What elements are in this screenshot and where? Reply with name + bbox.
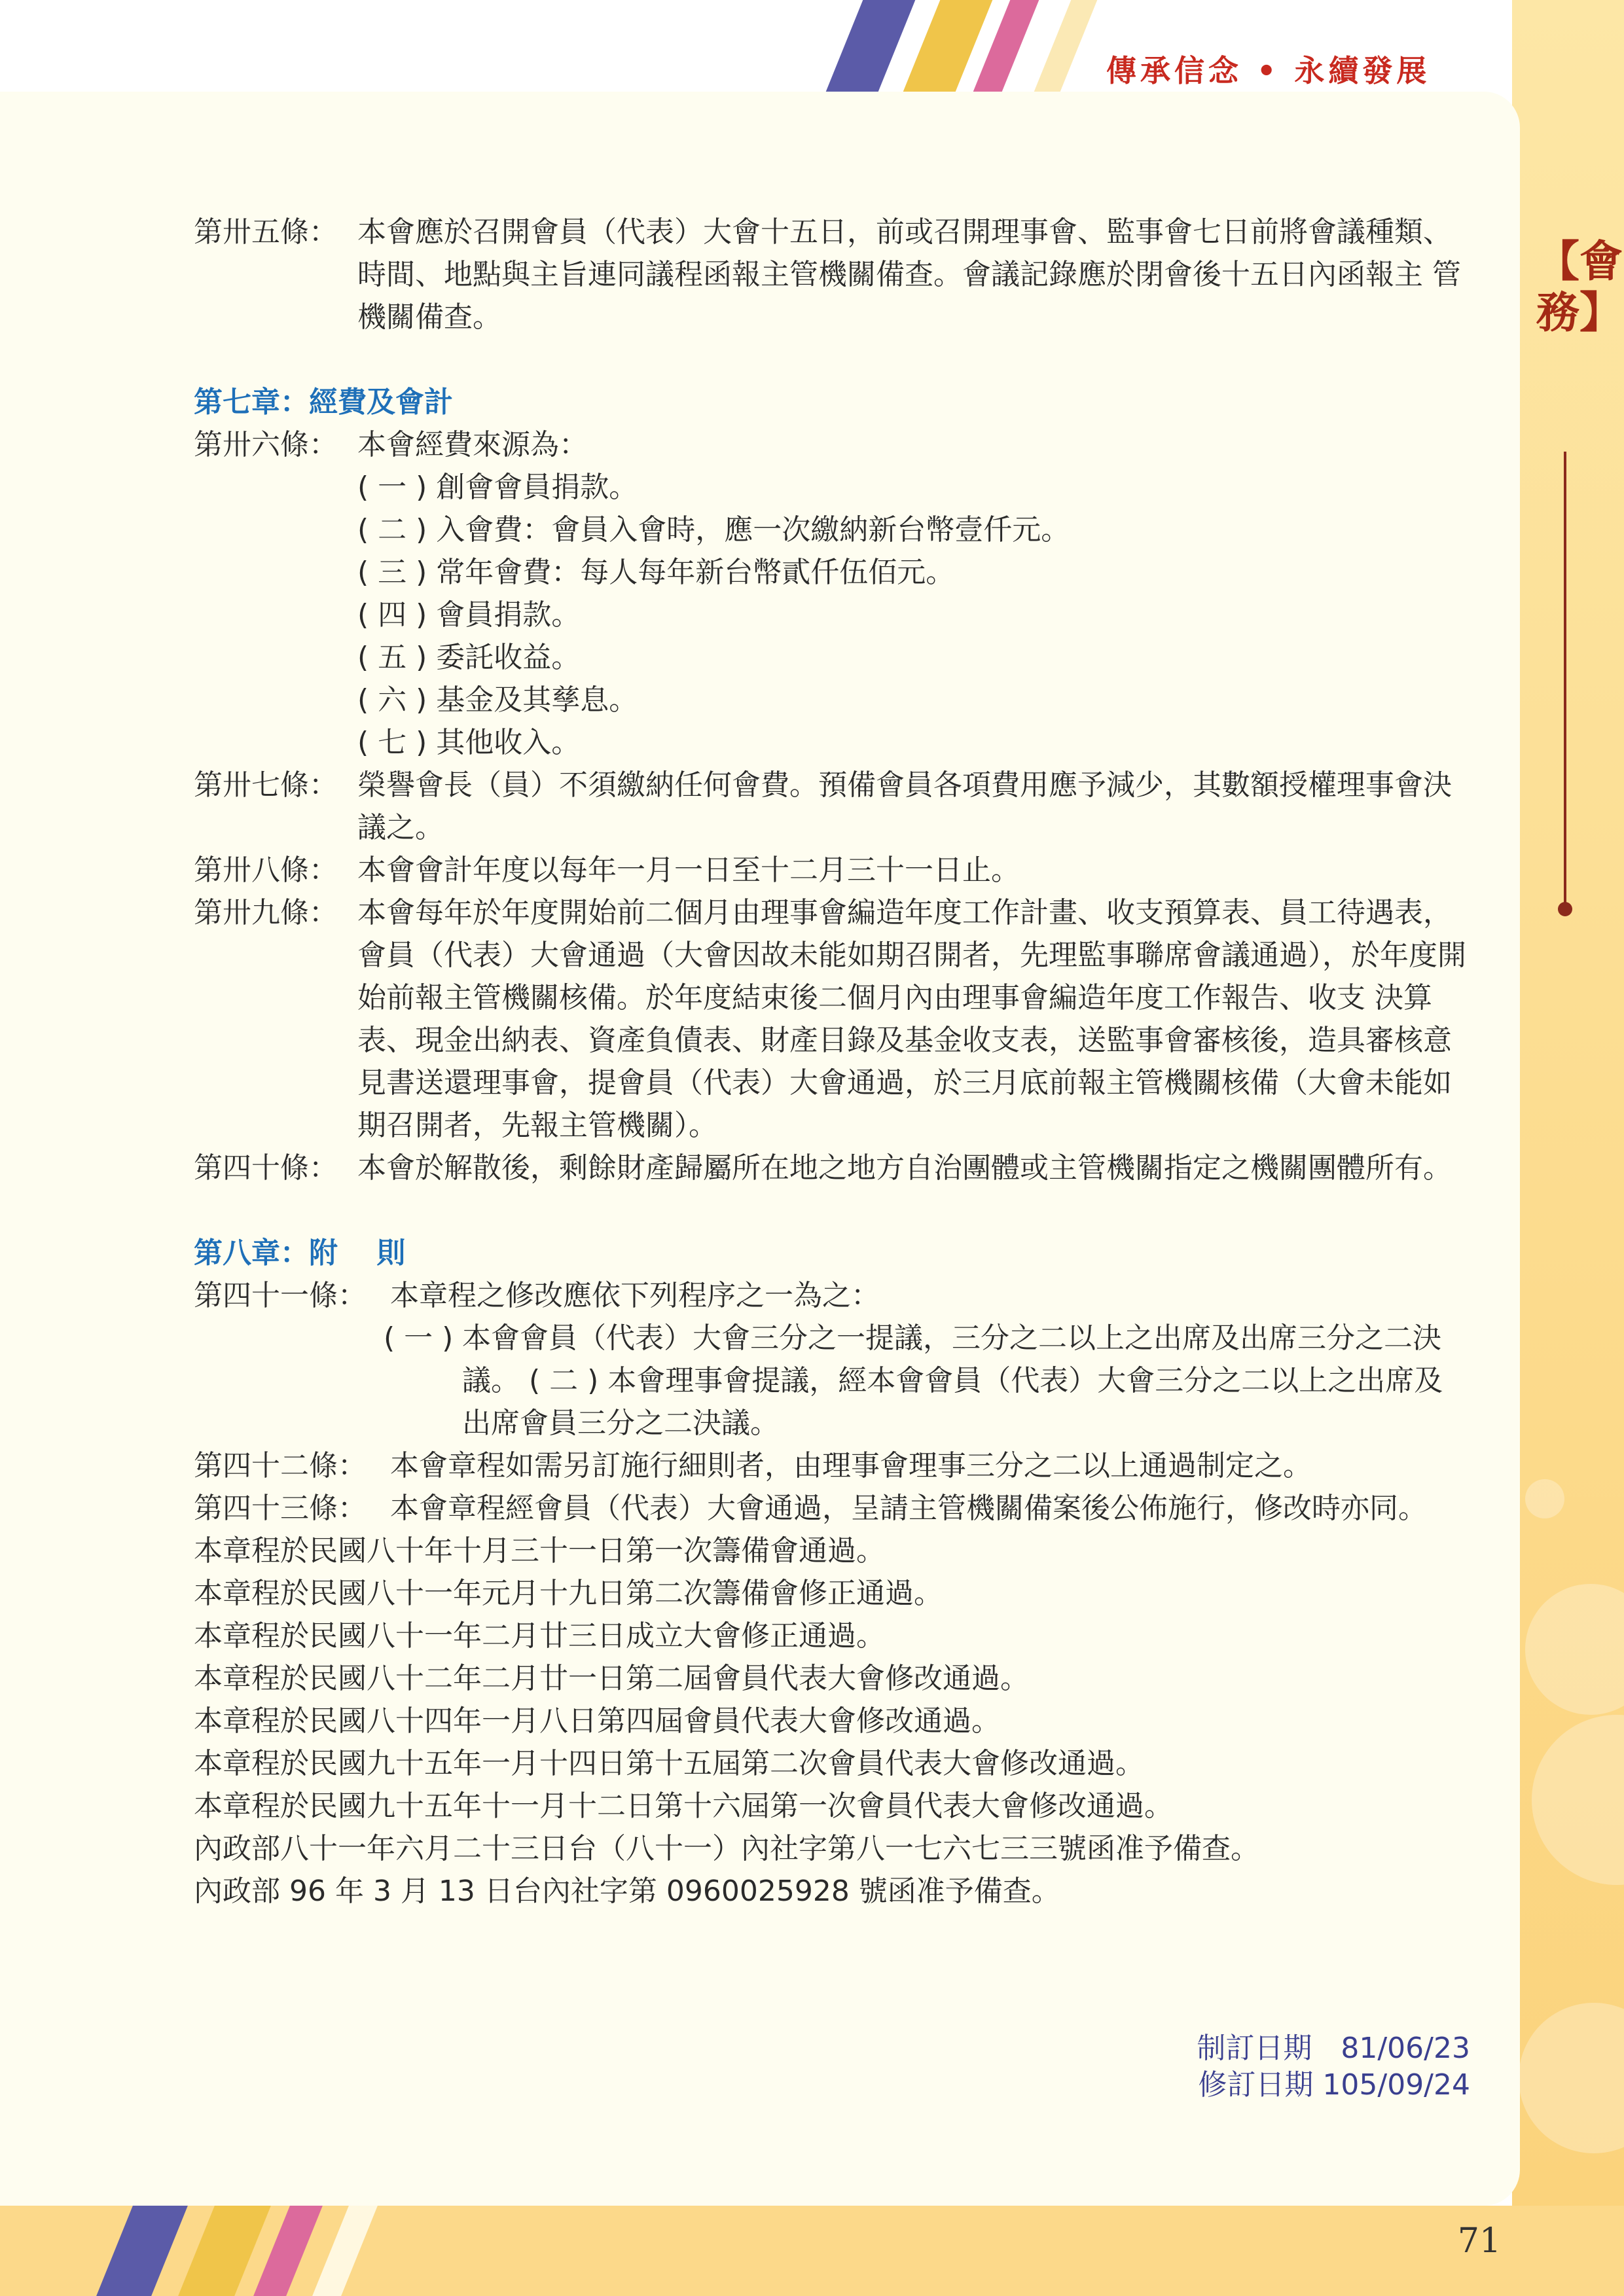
history-line: 本章程於民國九十五年一月十四日第十五屆第二次會員代表大會修改通過。 [194, 1747, 1144, 1780]
article-43 [194, 1487, 1470, 1530]
article-label: 第四十條： [194, 1151, 338, 1185]
page-number: 71 [1457, 2221, 1502, 2261]
history-line: 本章程於民國八十一年二月廿三日成立大會修正通過。 [194, 1619, 885, 1653]
article-text: 本會於解散後，剩餘財產歸屬所在地之地方自治團體或主管機關指定之機關團體所有。 [357, 1151, 1452, 1185]
funding-item: ( 三 ) 常年會費：每人每年新台幣貳仟伍佰元。 [357, 556, 955, 589]
article-39 [194, 891, 1470, 1147]
sub-item-text: 本會會員（代表）大會三分之一提議，三分之二以上之出席及出席三分之二決議。 ( 二 ) 本會理事會提議，經本會會員（代表）大會三分之二以上之出席及出席會員三分之二決議。 [462, 1321, 1443, 1440]
history-line: 本章程於民國八十年十月三十一日第一次籌備會通過。 [194, 1534, 885, 1568]
article-label: 第卅九條： [194, 896, 338, 929]
top-stripe-purple [826, 0, 916, 92]
header-motto: 傳承信念 • 永續發展 [1106, 53, 1431, 88]
side-tab-line [1564, 452, 1566, 903]
top-stripe-cream [1034, 0, 1098, 92]
sub-item-label: ( 一 ) [384, 1321, 454, 1355]
enacted-date: 制訂日期 81/06/23 [1197, 2032, 1470, 2065]
article-label: 第四十一條： [194, 1279, 367, 1312]
funding-item: ( 六 ) 基金及其孳息。 [357, 683, 638, 717]
side-tab-dot [1558, 902, 1572, 916]
article-42 [194, 1444, 1470, 1487]
article-35 [194, 211, 1470, 338]
article-label: 第四十二條： [194, 1449, 367, 1482]
article-40 [194, 1147, 1470, 1189]
article-label: 第卅六條： [194, 428, 338, 461]
article-text: 本會章程如需另訂施行細則者，由理事會理事三分之二以上通過制定之。 [390, 1449, 1312, 1482]
article-41-sub [194, 1317, 1470, 1444]
funding-item: ( 二 ) 入會費：會員入會時，應一次繳納新台幣壹仟元。 [357, 513, 1070, 547]
article-text: 本會會計年度以每年一月一日至十二月三十一日止。 [357, 853, 1020, 887]
funding-item: ( 四 ) 會員捐款。 [357, 598, 581, 632]
article-36 [194, 423, 1470, 466]
history-line: 本章程於民國八十四年一月八日第四屆會員代表大會修改通過。 [194, 1704, 1000, 1738]
decor-circle [1525, 1479, 1564, 1518]
history-line: 本章程於民國九十五年十一月十二日第十六屆第一次會員代表大會修改通過。 [194, 1789, 1173, 1823]
article-38 [194, 849, 1470, 891]
chapter-7-title: 第七章：經費及會計 [194, 386, 453, 419]
article-text: 本會章程經會員（代表）大會通過，呈請主管機關備案後公佈施行，修改時亦同。 [390, 1492, 1427, 1525]
side-decor-strip [1512, 0, 1624, 2296]
article-37 [194, 764, 1470, 849]
funding-item: ( 七 ) 其他收入。 [357, 726, 581, 759]
article-text: 本會每年於年度開始前二個月由理事會編造年度工作計畫、收支預算表、員工待遇表，會員（代表）大會通過（大會因故未能如期召開者，先理監事聯席會議通過），於年度開始前報主管機關核備。於年度結束後二個月內由理事會編造年度工作報告、收支 決算表、現金出納表、資產負債表、財產目錄及基金收支表，送監事會審核後，造具審核意見書送還理事會，提會員（代表）大會通過，於三月底前報主管機關核備（大會未能如期召開者，先報主管機關）。 [357, 896, 1466, 1142]
article-label: 第四十三條： [194, 1492, 367, 1525]
article-text: 本章程之修改應依下列程序之一為之： [390, 1279, 880, 1312]
document-dates [1080, 2030, 1470, 2104]
history-line: 本章程於民國八十一年元月十九日第二次籌備會修正通過。 [194, 1577, 943, 1610]
side-tab-title: 【會務】 [1536, 236, 1623, 338]
article-41 [194, 1274, 1470, 1317]
document-body [194, 211, 1470, 1912]
history-line: 內政部八十一年六月二十三日台（八十一）內社字第八一七六七三三號函准予備查。 [194, 1832, 1259, 1865]
funding-item: ( 五 ) 委託收益。 [357, 641, 581, 674]
article-text: 本會經費來源為： [357, 428, 588, 461]
article-label: 第卅八條： [194, 853, 338, 887]
revised-date: 修訂日期 105/09/24 [1198, 2068, 1470, 2102]
article-text: 榮譽會長（員）不須繳納任何會費。預備會員各項費用應予減少，其數額授權理事會決議之。 [357, 768, 1452, 844]
history-line: 內政部 96 年 3 月 13 日台內社字第 0960025928 號函准予備查。 [194, 1874, 1060, 1908]
history-line: 本章程於民國八十二年二月廿一日第二屆會員代表大會修改通過。 [194, 1662, 1029, 1695]
funding-item: ( 一 ) 創會會員捐款。 [357, 471, 638, 504]
chapter-8-title: 第八章：附 則 [194, 1236, 406, 1270]
article-label: 第卅七條： [194, 768, 338, 802]
article-label: 第卅五條： [194, 215, 338, 249]
article-text: 本會應於召開會員（代表）大會十五日，前或召開理事會、監事會七日前將會議種類、 時間、地點與主旨連同議程函報主管機關備查。會議記錄應於閉會後十五日內函報主 管機關備查。 [357, 215, 1461, 334]
